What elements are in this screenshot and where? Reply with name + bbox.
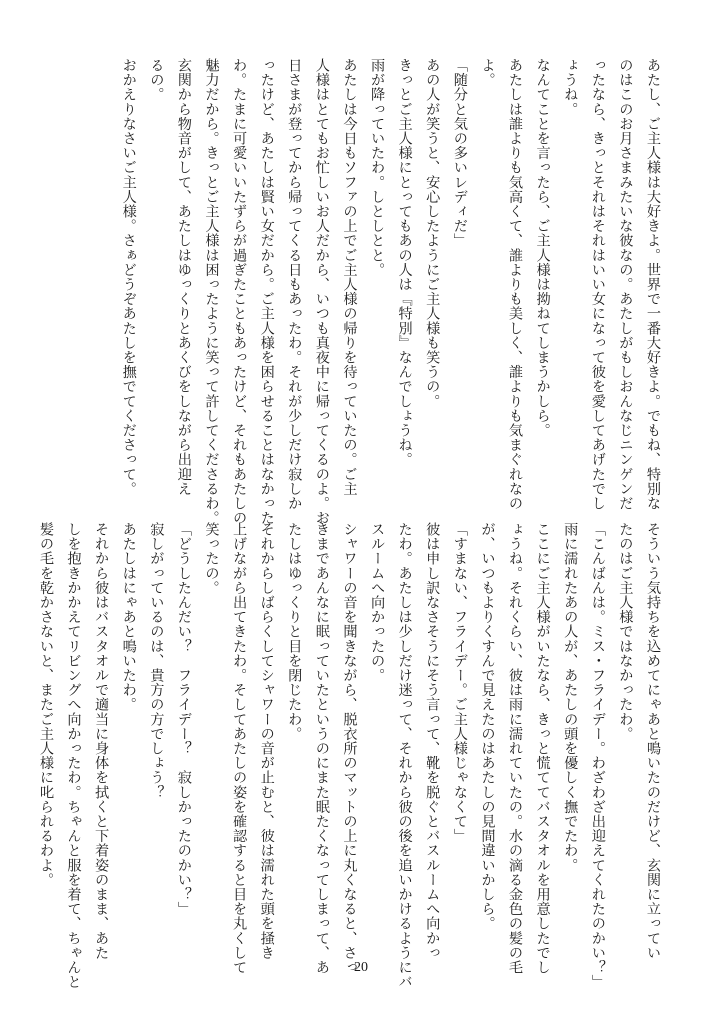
page-number: 20 [354,960,368,975]
text-line: あの人が笑うと、安心したようにご主人様も笑うの。 [424,58,441,409]
dialogue-line: 「どうしたんだい？ フライデー？ 寂しかったのかい？」 [175,522,192,917]
text-line: 笑ったの。 [203,522,220,595]
text-line: 玄関から物音がして、あたしはゆっくりとあくびをしながら出迎え [175,58,192,496]
text-line: ょうね。 [562,58,579,117]
text-line: ったなら、きっとそれはそれはいい女になって彼を愛してあげたでし [589,58,606,511]
text-line: あたしはにゃあと鳴いたわ。 [120,522,137,712]
dialogue-line: 「随分と気の多いレディだ」 [451,58,468,248]
text-line: わ。たまに可愛いいたずらが過ぎたこともあったけど、それもあたしの [231,58,248,526]
text-line: 雨に濡れたあの人が、あたしの頭を優しく撫でたわ。 [562,522,579,873]
text-line: 魅力だから。きっとご主人様は困ったように笑って許してくださるわ。 [203,58,220,526]
text-line: そういう気持ちを込めてにゃあと鳴いたのだけど、玄関に立ってい [645,522,661,960]
text-line: たわ。あたしは少しだけ迷って、それから彼の後を追いかけるようにバ [396,522,413,990]
text-line: ょうね。それくらい、彼は雨に濡れていたの。水の滴る金色の髪の毛 [507,522,524,975]
text-line: 雨が降っていたわ。しとしとと。 [369,58,386,277]
text-line: きっとご主人様にとってもあの人は『特別』なんでしょうね。 [396,58,413,467]
text-line: シャワーの音を聞きながら、脱衣所のマットの上に丸くなると、さっ [341,522,358,975]
text-line: のはこのお月さまみたいな彼なの。あたしがもしおんなじニンゲンだ [617,58,634,511]
text-line: ったけど、あたしは賢い女だから。ご主人様を困らせることはなかった [258,58,275,526]
text-line: スルームへ向かったの。 [369,522,386,683]
text-line: あたしは誰よりも気高くて、誰よりも美しく、誰よりも気まぐれなの [507,58,524,511]
text-line: きまであんなに眠っていたというのにまた眠たくなってしまって、あ [313,522,330,975]
text-line: ここにご主人様がいたなら、きっと慌ててバスタオルを用意したでし [534,522,551,975]
text-line: が、いつもよりくすんで見えたのはあたしの見間違いかしら。 [479,522,496,931]
text-line: たのはご主人様ではなかったわ。 [617,522,634,741]
text-line: あたしは今日もソファの上でご主人様の帰りを待っていたの。ご主 [341,58,358,496]
text-line: しを抱きかかえてリビングへ向かったわ。ちゃんと服を着て、ちゃんと [65,522,82,990]
text-line: よ。 [479,58,496,88]
text-line: 人様はとてもお忙しいお人だから、いつも真夜中に帰ってくるのよ。お [313,58,330,526]
text-line: たしはゆっくりと目を閉じたわ。 [286,522,303,741]
text-line: あたし、ご主人様は大好きよ。世界で一番大好きよ。でもね、特別な [645,58,661,511]
text-line: それから彼はバスタオルで適当に身体を拭くと下着姿のまま、あた [93,522,110,960]
text-line: るの。 [148,58,165,102]
text-line: それからしばらくしてシャワーの音が止むと、彼は濡れた頭を掻き [258,522,275,960]
upper-text-block [86,58,666,526]
text-line: 髪の毛を乾かさないと、またご主人様に叱られるわよ。 [37,522,54,887]
text-line: なんてことを言ったら、ご主人様は拗ねてしまうかしら。 [534,58,551,438]
text-line: 日さまが登ってから帰ってくる日もあったわ。それが少しだけ寂しか [286,58,303,511]
dialogue-line: 「すまない、フライデー。ご主人様じゃなくて」 [451,522,468,844]
text-line: 彼は申し訳なさそうにそう言って、靴を脱ぐとバスルームへ向かっ [424,522,441,960]
text-line: 寂しがっているのは、貴方の方でしょう？ [148,522,165,800]
text-line: 上げながら出てきたわ。そしてあたしの姿を確認すると目を丸くして [231,522,248,975]
text-line: おかえりなさいご主人様。さぁどうぞあたしを撫でてくださって。 [120,58,137,496]
dialogue-line: 「こんばんは。ミス・フライデー。わざわざ出迎えてくれたのかい？」 [589,522,606,990]
